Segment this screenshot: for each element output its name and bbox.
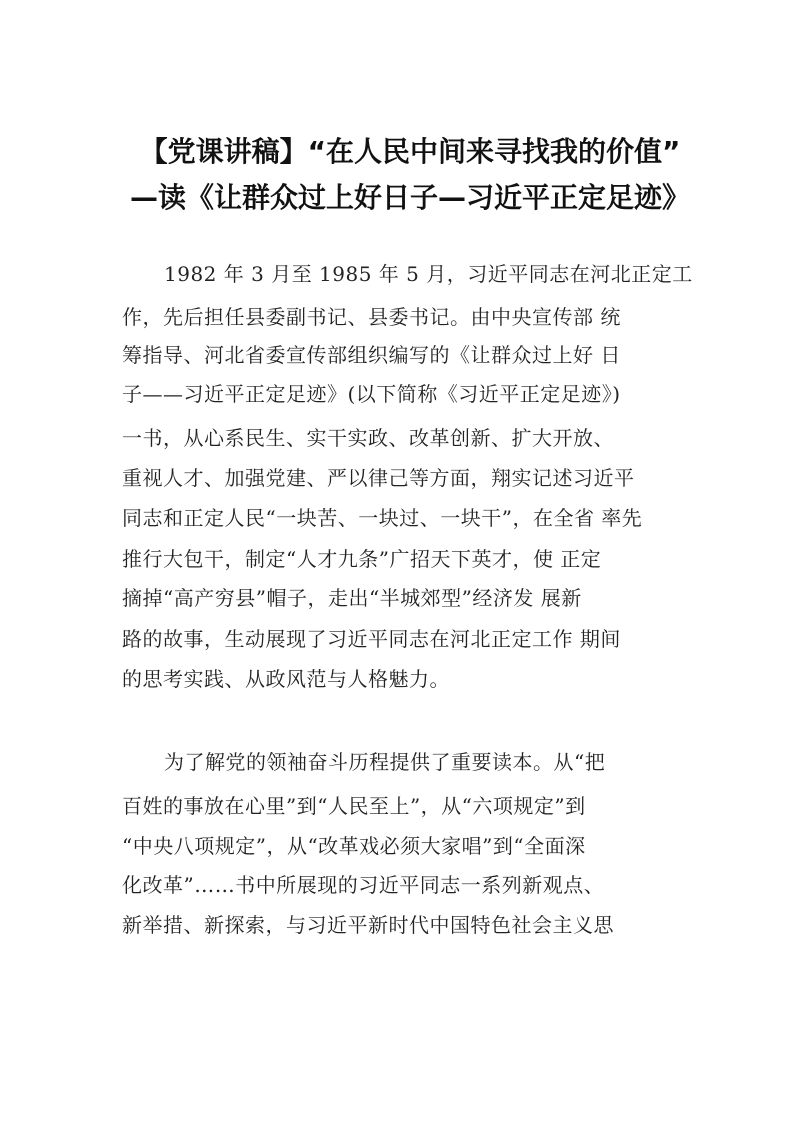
paragraph-1-line: 路的故事，生动展现了习近平同志在河北正定工作 期间 xyxy=(122,627,621,651)
paragraph-1-line: 一书，从心系民生、实干实政、改革创新、扩大开放、 xyxy=(122,426,614,450)
paragraph-2-line: “中央八项规定”，从“改革戏必须大家唱”到“全面深 xyxy=(122,834,586,858)
document-title-line-1: 【党课讲稿】“在人民中间来寻找我的价值” xyxy=(139,135,681,168)
paragraph-1-line: 同志和正定人民“一块苦、一块过、一块干”，在全省 率先 xyxy=(122,506,643,530)
paragraph-2-line: 百姓的事放在心里”到“人民至上”，从“六项规定”到 xyxy=(122,794,586,818)
paragraph-2-line: 化改革”……书中所展现的习近平同志一系列新观点、 xyxy=(122,873,605,897)
document-title-line-2: —读《让群众过上好日子—习近平正定足迹》 xyxy=(129,181,690,214)
paragraph-1-line: 重视人才、加强党建、严以律己等方面，翔实记述习近平 xyxy=(122,466,635,490)
paragraph-1-line: 子——习近平正定足迹》(以下简称《习近平正定足迹》) xyxy=(122,382,621,406)
paragraph-1-line: 作，先后担任县委副书记、县委书记。由中央宣传部 统 xyxy=(122,305,621,329)
paragraph-1-line: 推行大包干，制定“人才九条”广招天下英才，使 正定 xyxy=(122,547,602,571)
paragraph-1-line: 1982 年 3 月至 1985 年 5 月，习近平同志在河北正定工 xyxy=(164,262,693,286)
paragraph-1-line: 摘掉“高产穷县”帽子，走出“半城郊型”经济发 展新 xyxy=(122,586,582,610)
paragraph-1-line: 筹指导、河北省委宣传部组织编写的《让群众过上好 日 xyxy=(122,343,621,367)
paragraph-2-line: 新举措、新探索，与习近平新时代中国特色社会主义思 xyxy=(122,913,614,937)
paragraph-1-line: 的思考实践、从政风范与人格魅力。 xyxy=(122,667,450,691)
paragraph-2-line: 为了解党的领袖奋斗历程提供了重要读本。从“把 xyxy=(164,750,606,774)
